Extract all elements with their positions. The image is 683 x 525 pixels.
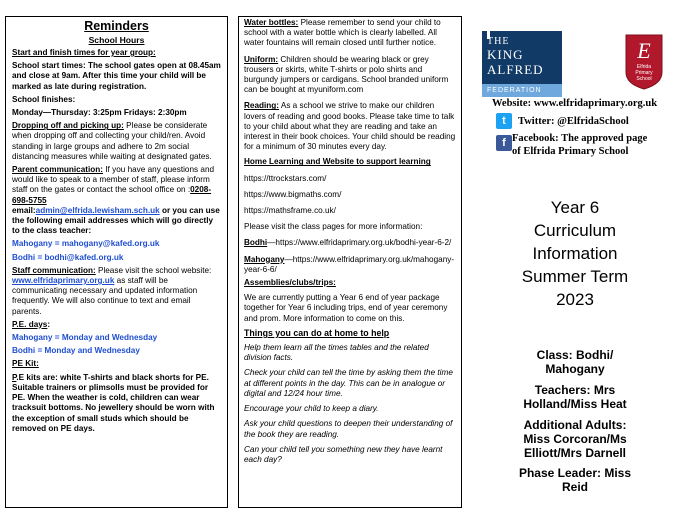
mahogany-link-url: —https://www.elfridaprimary.org.uk/mahogany-year-6-6/: [244, 254, 455, 274]
crest-line-1: Elfrida: [636, 64, 652, 70]
title-curriculum: Curriculum: [533, 221, 617, 240]
assemblies-text: We are currently putting a Year 6 end of year package together for Year 6 including trips, end of year ceremony and prom. More information to come on this.: [244, 293, 448, 323]
elfrida-school-crest: [625, 34, 663, 90]
bodhi-link-label: Bodhi: [244, 238, 268, 248]
title-information: Information: [532, 244, 618, 263]
water-paragraph: [244, 18, 456, 49]
title-term: Summer Term: [521, 267, 629, 286]
uniform-text: Children should be wearing black or grey trousers or skirts, white T-shirts or polo shirts and burgundy jumpers or cardigans. School branded uniform can be bought at myuniform.com: [244, 54, 449, 95]
logo-line-3: ALFRED: [487, 62, 544, 77]
information-panel: [238, 16, 462, 508]
dropping-title: Dropping off and picking up:: [12, 121, 124, 131]
dropping-text: Please be considerate when dropping off and collecting your child/ren. Avoid standing in large groups and adhere to 2m social distancing measures while waiting at designated gates.: [12, 121, 212, 161]
king-alfred-federation-logo: [482, 31, 562, 97]
reminders-heading: Reminders: [84, 19, 149, 33]
pe-days-colon: :: [47, 319, 51, 329]
reminders-panel: [5, 16, 228, 508]
document-title: [470, 196, 680, 311]
crest-line-2: Primary: [635, 70, 653, 76]
teachers-line-2: Holland/Miss Heat: [523, 397, 627, 411]
finishes-times: Monday—Thursday: 3:25pm Fridays: 2:30pm: [12, 108, 187, 118]
home-learning-heading: Home Learning and Website to support learning: [244, 157, 431, 167]
leader-line-2: Reid: [561, 480, 588, 494]
logo-line-4: FEDERATION: [482, 84, 562, 97]
facebook-icon: f: [496, 135, 512, 151]
start-finish-heading: Start and finish times for year group:: [12, 48, 156, 57]
bigmaths-link[interactable]: https://www.bigmaths.com/: [244, 189, 342, 199]
logo-line-1: THE: [487, 36, 510, 47]
pe-days-heading: [12, 320, 221, 330]
leader-line-1: Phase Leader: Miss: [518, 466, 632, 480]
mahogany-email[interactable]: Mahogany = mahogany@kafed.org.uk: [12, 239, 160, 249]
home-tip-2: Check your child can tell the time by asking them the time at different points in the day. This can be in analogue or digital and 12/24 hour time.: [244, 368, 453, 398]
crest-letter: E: [637, 38, 651, 63]
uniform-title: Uniform:: [244, 54, 279, 64]
teachers-line-1: Teachers: Mrs: [534, 383, 616, 397]
bodhi-page-link[interactable]: [244, 238, 456, 248]
pe-days-title: P.E. days: [12, 319, 48, 329]
assemblies-heading: Assemblies/clubs/trips:: [244, 278, 336, 288]
staff-tail: as staff will be communicating necessary and updated information frequently. We will also continue to text and email parents.: [12, 276, 198, 316]
logo-line-2: KING: [487, 47, 524, 62]
mathsframe-link[interactable]: https://mathsframe.co.uk/: [244, 206, 336, 216]
adults-line-1: Additional Adults:: [523, 418, 627, 432]
staff-website-link[interactable]: www.elfridaprimary.org.uk: [12, 276, 115, 286]
adults-line-2: Miss Corcoran/Ms: [523, 432, 627, 446]
home-tip-3: Encourage your child to keep a diary.: [244, 404, 379, 414]
facebook-text-line-1[interactable]: Facebook: The approved page: [512, 133, 648, 144]
twitter-icon: t: [496, 113, 512, 129]
home-help-heading: Things you can do at home to help: [244, 327, 390, 338]
title-year-number: 2023: [556, 290, 594, 309]
ttrockstars-link[interactable]: https://ttrockstars.com/: [244, 173, 327, 183]
water-text: Please remember to send your child to school with a water bottle which is clearly labelled. All water fountains will remain closed until further notice.: [244, 18, 441, 48]
email-label: email:: [12, 205, 36, 215]
school-hours-heading: School Hours: [88, 35, 145, 45]
dropping-paragraph: [12, 121, 221, 162]
water-title: Water bottles:: [244, 18, 299, 27]
staff-title: Staff communication:: [12, 265, 96, 275]
pe-kit-p: P: [12, 372, 17, 382]
staff-paragraph: [12, 266, 221, 317]
pe-mahogany: Mahogany = Monday and Wednesday: [12, 333, 158, 343]
crest-line-3: School: [636, 76, 652, 82]
bodhi-email[interactable]: Bodhi = bodhi@kafed.org.uk: [12, 252, 124, 262]
parent-paragraph: [12, 165, 221, 236]
home-tip-5: Can your child tell you something new they have learnt each day?: [244, 444, 443, 464]
home-tip-4: Ask your child questions to deepen their understanding of the book they are reading.: [244, 419, 453, 439]
home-tip-1: Help them learn all the times tables and the related division facts.: [244, 343, 429, 363]
uniform-paragraph: [244, 55, 456, 96]
email-tail: or you can use the following email addresses which will go directly to the class teacher:: [12, 205, 220, 236]
phone-number[interactable]: 0208-698-5755: [12, 185, 212, 205]
reading-title: Reading:: [244, 101, 280, 111]
parent-text: If you have any questions and would like to speak to a member of staff, please inform staff on the gates or contact the school office on :: [12, 165, 215, 195]
reading-paragraph: [244, 101, 456, 152]
mahogany-link-label: Mahogany: [244, 254, 285, 264]
reading-text: As a school we strive to make our children lovers of reading and good books. Please take time to talk to your child about what they are reading and take an interest in their book choices. Your child should be reading for a minimum of 30 minutes every day.: [244, 101, 456, 152]
class-line-1: Class: Bodhi/: [536, 348, 614, 362]
mahogany-page-link[interactable]: [244, 255, 456, 275]
pe-kit-text: .E kits are: white T-shirts and black shorts for PE. Suitable trainers or plimsolls must be provided for PE. When the weather is cold, children can wear tracksuit bottoms. No jewellery should be worn with the exception of small studs which should be removed on PE days.: [12, 372, 215, 433]
website-text[interactable]: Website: www.elfridaprimary.org.uk: [492, 98, 658, 109]
parent-title: Parent communication:: [12, 165, 103, 175]
twitter-text[interactable]: Twitter: @ElfridaSchool: [518, 116, 629, 127]
office-email-link[interactable]: admin@elfrida.lewisham.sch.uk: [35, 205, 160, 215]
class-line-2: Mahogany: [545, 362, 605, 376]
facebook-text-line-2: of Elfrida Primary School: [512, 146, 629, 157]
finishes-label: School finishes:: [12, 94, 76, 104]
class-pages-text: Please visit the class pages for more information:: [244, 222, 423, 232]
class-details: [470, 348, 680, 494]
start-times-text: School start times: The school gates open at 08.45am and close at 9am. After this time your child will be marked as late during registration.: [12, 61, 221, 91]
title-year: Year 6: [550, 198, 600, 217]
bodhi-link-url: —https://www.elfridaprimary.org.uk/bodhi-year-6-2/: [267, 238, 452, 248]
staff-text: Please visit the school website:: [95, 265, 212, 275]
pe-kit-paragraph: [12, 373, 221, 434]
cover-panel: [470, 16, 680, 508]
adults-line-3: Elliott/Mrs Darnell: [523, 446, 627, 460]
pe-bodhi: Bodhi = Monday and Wednesday: [12, 346, 140, 356]
pe-kit-heading: PE Kit:: [12, 359, 39, 369]
